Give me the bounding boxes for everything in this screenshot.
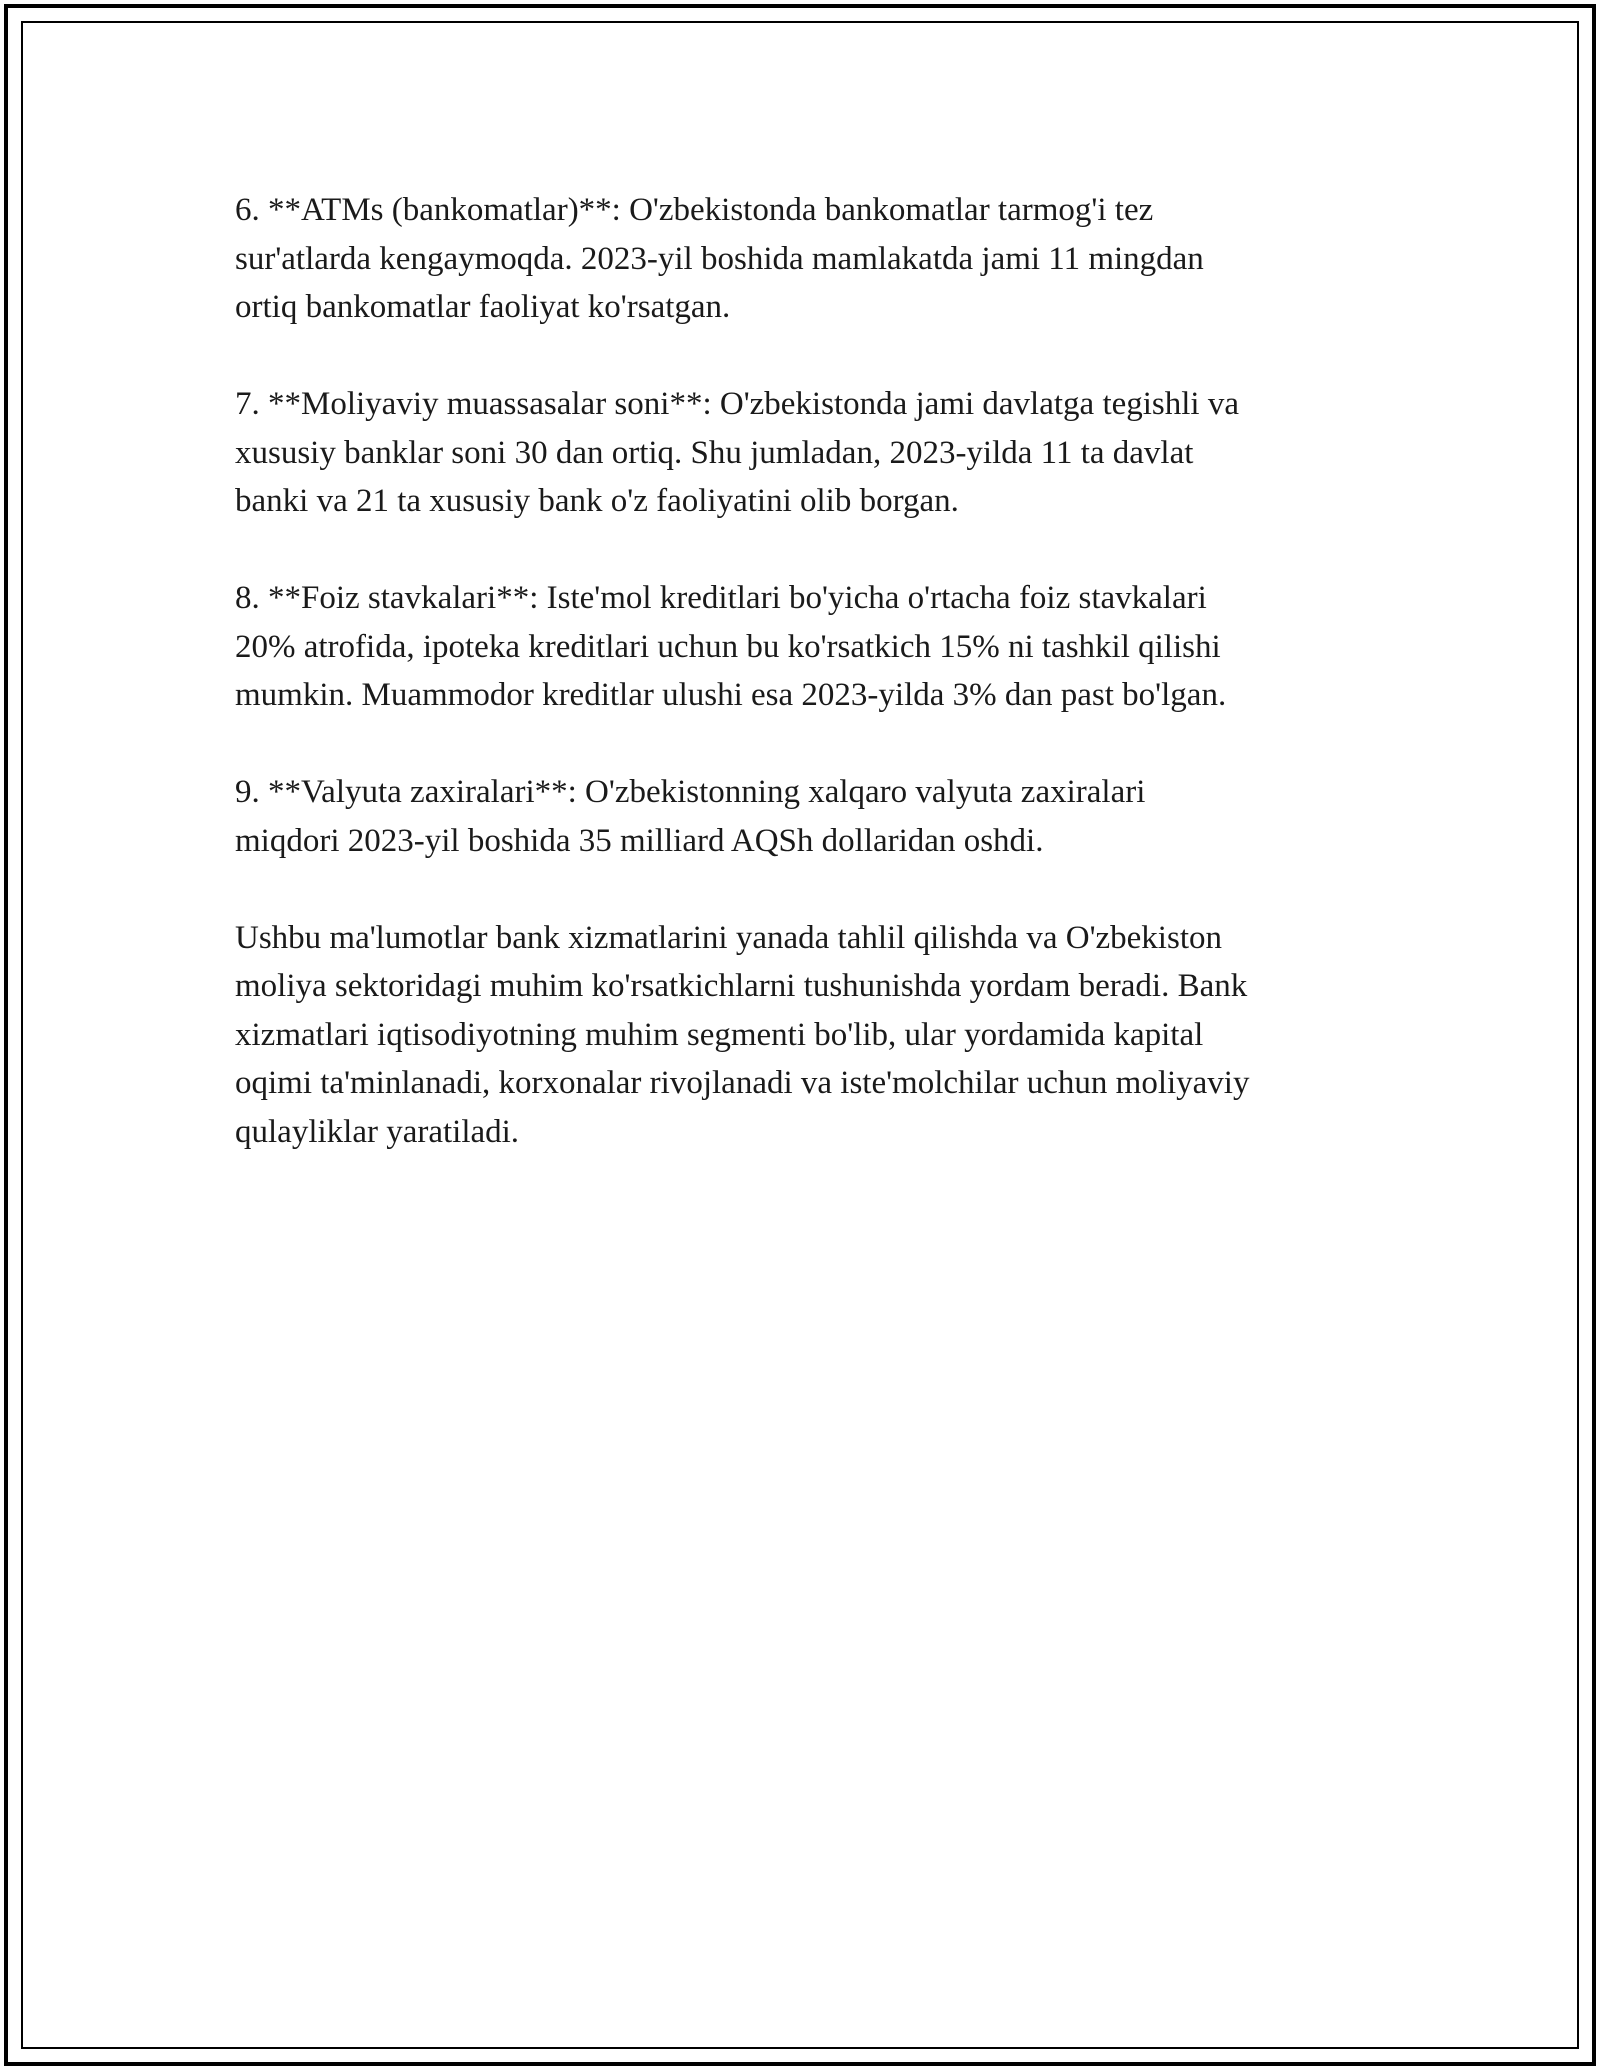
paragraph-currency-reserves: 9. **Valyuta zaxiralari**: O'zbekistonning xalqaro valyuta zaxiralari miqdori 2023-yil boshida 35 milliard AQSh dollaridan oshdi. — [235, 774, 1146, 859]
paragraph-conclusion: Ushbu ma'lumotlar bank xizmatlarini yanada tahlil qilishda va O'zbekiston moliya sektoridagi muhim ko'rsatkichlarni tushunishda yordam beradi. Bank xizmatlari iqtisodiyotning muhim segmenti bo'lib, ular yordamida kapital oqimi ta'minlanadi, korxonalar rivojlanadi va iste'molchilar uchun moliyaviy qulayliklar yaratiladi. — [235, 919, 1250, 1150]
document-body — [235, 186, 1385, 1205]
paragraph-atms: 6. **ATMs (bankomatlar)**: O'zbekistonda bankomatlar tarmog'i tez sur'atlarda kengaymoqda. 2023-yil boshida mamlakatda jami 11 mingdan ortiq bankomatlar faoliyat ko'rsatgan. — [235, 192, 1204, 325]
paragraph-financial-institutions: 7. **Moliyaviy muassasalar soni**: O'zbekistonda jami davlatga tegishli va xususiy banklar soni 30 dan ortiq. Shu jumladan, 2023-yilda 11 ta davlat banki va 21 ta xususiy bank o'z faoliyatini olib borgan. — [235, 386, 1240, 519]
paragraph-interest-rates: 8. **Foiz stavkalari**: Iste'mol kreditlari bo'yicha o'rtacha foiz stavkalari 20% atrofida, ipoteka kreditlari uchun bu ko'rsatkich 15% ni tashkil qilishi mumkin. Muammodor kreditlar ulushi esa 2023-yilda 3% dan past bo'lgan. — [235, 580, 1227, 713]
